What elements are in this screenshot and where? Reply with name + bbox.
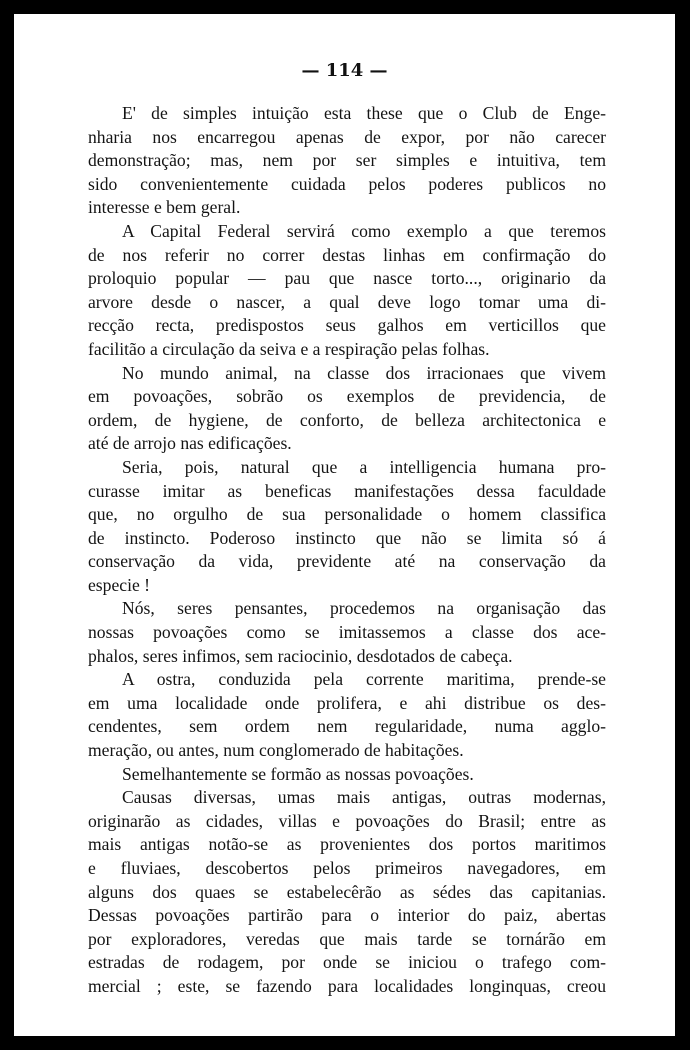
text-line: Semelhantemente se formão as nossas povoações. — [122, 763, 474, 784]
text-line: E' de simples intuição esta these que o Club de Enge- — [122, 103, 606, 123]
text-line: até de arrojo nas edificações. — [88, 433, 292, 454]
text-line: A ostra, conduzida pela corrente maritima, prende-se — [122, 669, 606, 690]
text-line: A Capital Federal servirá como exemplo a que teremos — [122, 220, 606, 241]
text-line: recção recta, predispostos seus galhos em verticillos que — [88, 315, 606, 336]
paragraph — [88, 220, 606, 362]
paragraph — [88, 786, 606, 998]
paragraph — [88, 668, 606, 762]
text-line: de instincto. Poderoso instincto que não se limita só á — [88, 527, 606, 548]
text-line: phalos, seres infimos, sem raciocinio, desdotados de cabeça. — [88, 645, 513, 666]
text-line: nossas povoações como se imitassemos a classe dos ace- — [88, 622, 606, 643]
text-line: por exploradores, veredas que mais tarde se tornárão em — [88, 928, 606, 949]
text-line: interesse e bem geral. — [88, 197, 241, 218]
text-line: demonstração; mas, nem por ser simples e intuitiva, tem — [88, 150, 606, 171]
text-line: Dessas povoações partirão para o interior do paiz, abertas — [88, 905, 606, 926]
text-line: conservação da vida, previdente até na conservação da — [88, 551, 606, 572]
page-number: — 114 — — [301, 60, 388, 81]
paragraph — [88, 362, 606, 456]
paragraph — [88, 597, 606, 668]
text-line: Seria, pois, natural que a intelligencia humana pro- — [122, 456, 606, 477]
text-line: em povoações, sobrão os exemplos de previdencia, de — [88, 386, 606, 407]
text-line: especie ! — [88, 574, 151, 595]
text-line: meração, ou antes, num conglomerado de habitações. — [88, 740, 464, 761]
text-line: facilitão a circulação da seiva e a respiração pelas folhas. — [88, 338, 490, 359]
text-line: originarão as cidades, villas e povoações do Brasil; entre as — [88, 810, 606, 831]
text-line: arvore desde o nascer, a qual deve logo tomar uma di- — [88, 291, 606, 312]
text-line: que, no orgulho de sua personalidade o homem classifica — [88, 504, 606, 525]
text-line: em uma localidade onde prolifera, e ahi distribue os des- — [88, 692, 606, 713]
text-line: e fluviaes, descobertos pelos primeiros navegadores, em — [88, 858, 606, 878]
paragraph — [88, 456, 606, 598]
text-line: Causas diversas, umas mais antigas, outras modernas, — [122, 787, 606, 808]
text-line: mais antigas notão-se as provenientes dos portos maritimos — [88, 834, 606, 855]
text-line: de nos referir no correr destas linhas em confirmação do — [88, 244, 606, 265]
body-text — [88, 102, 606, 999]
text-line: alguns dos quaes se estabelecêrão as sédes das capitanias. — [88, 881, 606, 902]
paragraph — [88, 102, 606, 220]
text-line: cendentes, sem ordem nem regularidade, numa agglo- — [88, 716, 606, 737]
text-line: curasse imitar as beneficas manifestações dessa faculdade — [88, 480, 606, 501]
paragraph — [88, 763, 606, 787]
text-line: ordem, de hygiene, de conforto, de belleza architectonica e — [88, 409, 606, 430]
text-line: mercial ; este, se fazendo para localidades longinquas, creou — [88, 975, 606, 996]
text-line: estradas de rodagem, por onde se iniciou o trafego com- — [88, 952, 606, 973]
text-line: sido convenientemente cuidada pelos poderes publicos no — [88, 173, 606, 194]
text-line: proloquio popular — pau que nasce torto..., originario da — [88, 268, 606, 289]
text-line: nharia nos encarregou apenas de expor, por não carecer — [88, 126, 606, 147]
text-line: Nós, seres pensantes, procedemos na organisação das — [122, 598, 606, 619]
book-page — [14, 14, 675, 1036]
text-line: No mundo animal, na classe dos irracionaes que vivem — [122, 362, 606, 383]
